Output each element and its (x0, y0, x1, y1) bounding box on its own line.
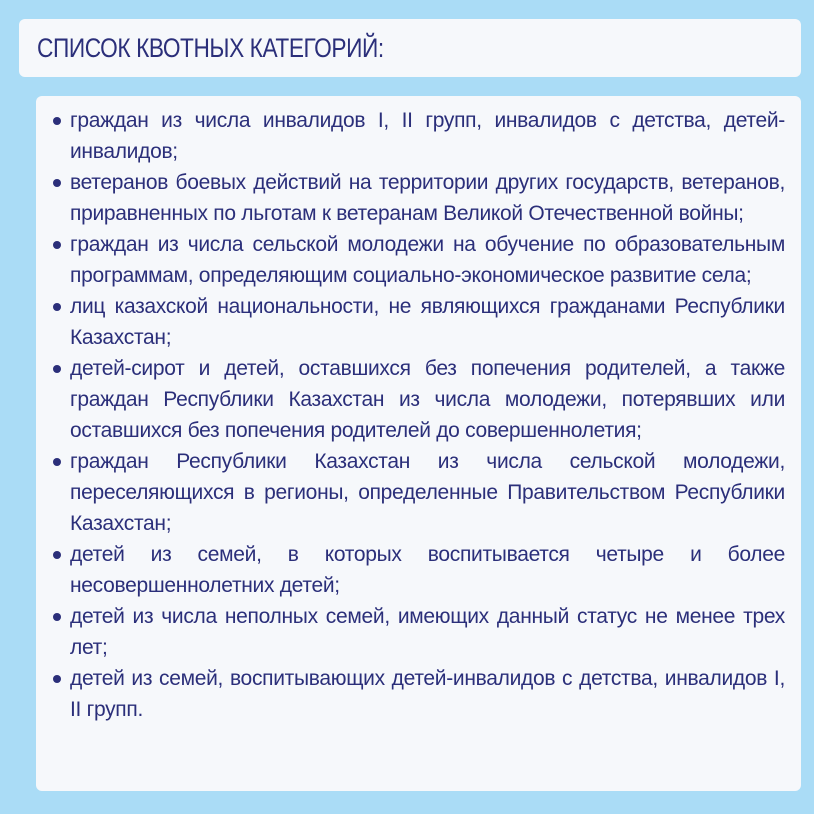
title-card (19, 19, 801, 77)
bullet-icon (53, 117, 61, 125)
bullet-icon (53, 303, 61, 311)
list-item-text: детей из семей, воспитывающих детей-инвалидов с детства, инвалидов I, II групп. (70, 667, 785, 721)
list-item-text: граждан из числа сельской молодежи на обучение по образовательным программам, определяющим социально-экономическое развитие села; (70, 233, 785, 287)
bullet-icon (53, 179, 61, 187)
list-item-text: детей из числа неполных семей, имеющих данный статус не менее трех лет; (70, 605, 785, 659)
list-item-text: лиц казахской национальности, не являющихся гражданами Республики Казахстан; (70, 295, 785, 349)
list-item-text: граждан Республики Казахстан из числа сельской молодежи, переселяющихся в регионы, определенные Правительством Республики Казахстан; (70, 450, 785, 535)
page-title: СПИСОК КВОТНЫХ КАТЕГОРИЙ: (37, 32, 384, 63)
bullet-icon (53, 613, 61, 621)
bullet-icon (53, 458, 61, 466)
bullet-icon (53, 241, 61, 249)
bullet-icon (53, 551, 61, 559)
list-item (50, 446, 785, 539)
list-item (50, 105, 785, 167)
list-item-text: детей-сирот и детей, оставшихся без попечения родителей, а также граждан Республики Казахстан из числа молодежи, потерявших или оставшихся без попечения родителей до совершеннолетия; (70, 357, 785, 442)
list-item (50, 601, 785, 663)
list-item (50, 291, 785, 353)
bullet-icon (53, 365, 61, 373)
list-item (50, 663, 785, 725)
categories-card (36, 96, 801, 791)
list-item (50, 539, 785, 601)
list-item (50, 167, 785, 229)
list-item (50, 353, 785, 446)
list-item-text: ветеранов боевых действий на территории других государств, ветеранов, приравненных по льготам к ветеранам Великой Отечественной войны; (70, 171, 785, 225)
bullet-icon (53, 675, 61, 683)
list-item (50, 229, 785, 291)
categories-list (50, 105, 785, 725)
list-item-text: детей из семей, в которых воспитывается четыре и более несовершеннолетних детей; (70, 543, 785, 597)
list-item-text: граждан из числа инвалидов I, II групп, инвалидов с детства, детей-инвалидов; (70, 109, 785, 163)
